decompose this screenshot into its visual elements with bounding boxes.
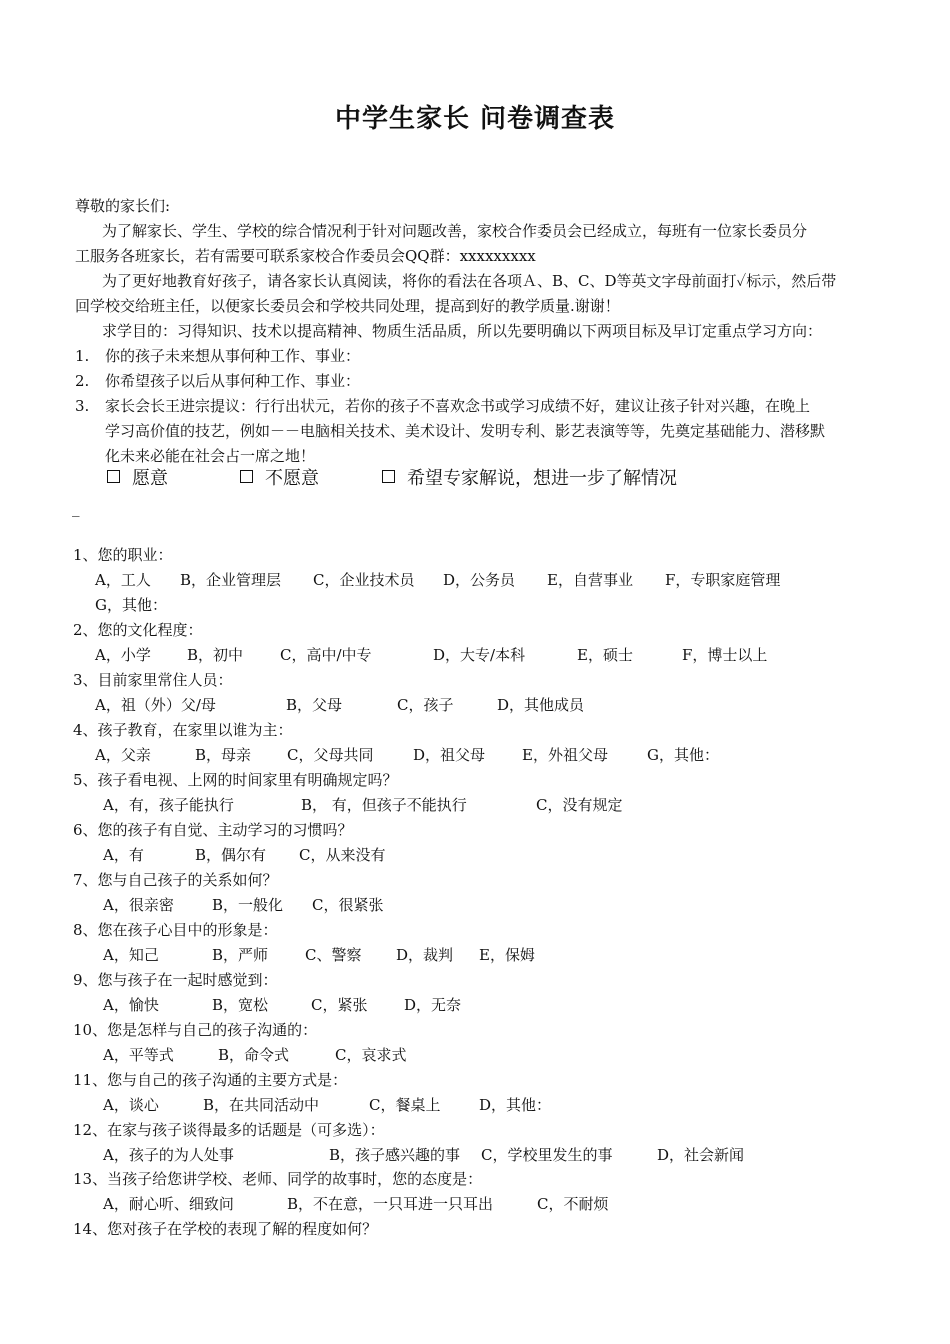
numbered-item-1 [75,347,360,365]
answer-option[interactable]: C，从来没有 [299,846,386,864]
answer-option[interactable]: C，哀求式 [335,1046,407,1064]
question-14: 14、您对孩子在学校的表现了解的程度如何？ [73,1220,378,1238]
checkbox-icon[interactable] [240,470,253,483]
question-11: 11、您与自己的孩子沟通的主要方式是： [73,1071,348,1089]
question-13: 13、当孩子给您讲学校、老师、同学的故事时，您的态度是： [73,1170,483,1188]
question-1: 1、您的职业： [73,546,173,564]
separator-mark: _ [72,499,80,517]
answer-option[interactable]: A，有 [103,846,144,864]
item-text: 家长会长王进宗提议：行行出状元，若你的孩子不喜欢念书或学习成绩不好，建议让孩子针对兴趣，在晚上 [105,397,811,415]
answer-option[interactable]: C、警察 [305,946,362,964]
intro-paragraph-2-line-1: 为了更好地教育好孩子，请各家长认真阅读，将你的看法在各项Ａ、B、C、D等英文字母前面打✓标示，然后带 [102,272,837,290]
numbered-item-2 [75,372,360,390]
answer-option[interactable]: A，祖（外）父/母 [95,696,216,714]
answer-option[interactable]: C，父母共同 [287,746,374,764]
answer-option[interactable]: C，孩子 [397,696,454,714]
greeting: 尊敬的家长们: [75,197,171,215]
answer-option[interactable]: B，不在意，一只耳进一只耳出 [287,1195,494,1213]
answer-option[interactable]: C，紧张 [311,996,368,1014]
answer-option[interactable]: D，裁判 [396,946,454,964]
item-text: 你的孩子未来想从事何种工作、事业： [105,347,361,365]
answer-option[interactable]: C，没有规定 [536,796,623,814]
question-9: 9、您与孩子在一起时感觉到： [73,971,278,989]
answer-option[interactable]: B，宽松 [212,996,269,1014]
checkbox-icon[interactable] [107,470,120,483]
item-3-continuation-1: 学习高价值的技艺，例如－－电脑相关技术、美术设计、发明专利、影艺表演等等，先奠定基础能力、潜移默 [105,422,826,440]
answer-option[interactable]: B， 有，但孩子不能执行 [301,796,467,814]
answer-option[interactable]: D，社会新闻 [657,1146,745,1164]
choice-unwilling[interactable]: 不愿意 [240,468,319,490]
answer-option[interactable]: C，很紧张 [312,896,384,914]
question-8: 8、您在孩子心目中的形象是： [73,921,278,939]
answer-option[interactable]: B，偶尔有 [195,846,267,864]
answer-option[interactable]: A，有，孩子能执行 [103,796,234,814]
page-title: 中学生家长 问卷调查表 [334,104,616,134]
answer-option[interactable]: C，不耐烦 [537,1195,609,1213]
answer-option[interactable]: F，专职家庭管理 [665,571,781,589]
intro-paragraph-2-line-2: 回学校交给班主任，以便家长委员会和学校共同处理，提高到好的教学质量.谢谢！ [75,297,620,315]
answer-option[interactable]: A，父亲 [95,746,151,764]
answer-option[interactable]: B，命令式 [218,1046,290,1064]
intro-paragraph-3: 求学目的：习得知识、技术以提高精神、物质生活品质，所以先要明确以下两项目标及早订定重点学习方向： [102,322,823,340]
answer-option[interactable]: A，小学 [95,646,151,664]
answer-option[interactable]: B，企业管理层 [180,571,282,589]
answer-option[interactable]: A，愉快 [103,996,159,1014]
answer-option[interactable]: B，母亲 [195,746,252,764]
answer-option[interactable]: B，在共同活动中 [203,1096,320,1114]
choice-expert-explanation[interactable]: 希望专家解说，想进一步了解情况 [382,468,677,490]
answer-option[interactable]: B，初中 [187,646,244,664]
item-text: 你希望孩子以后从事何种工作、事业： [105,372,361,390]
answer-option[interactable]: C，餐桌上 [369,1096,441,1114]
answer-option[interactable]: D，其他成员 [497,696,585,714]
item-number: 1. [75,347,90,365]
answer-option[interactable]: A，很亲密 [103,896,174,914]
answer-option[interactable]: A，知己 [103,946,159,964]
answer-option[interactable]: D，祖父母 [413,746,486,764]
answer-option[interactable]: E，自营事业 [547,571,633,589]
answer-option[interactable]: B，严师 [212,946,269,964]
checkbox-icon[interactable] [382,470,395,483]
answer-option[interactable]: A，平等式 [103,1046,174,1064]
answer-option[interactable]: A，工人 [95,571,151,589]
answer-option[interactable]: B，一般化 [212,896,284,914]
answer-option[interactable]: C，高中/中专 [280,646,372,664]
question-7: 7、您与自己孩子的关系如何？ [73,871,278,889]
answer-option[interactable]: F，博士以上 [682,646,768,664]
answer-option[interactable]: D，其他： [479,1096,552,1114]
intro-paragraph-1-line-2: 工服务各班家长，若有需要可联系家校合作委员会QQ群：xxxxxxxxx [75,247,536,265]
answer-option[interactable]: D，无奈 [404,996,462,1014]
answer-option[interactable]: A，孩子的为人处事 [103,1146,234,1164]
answer-option[interactable]: C，企业技术员 [313,571,415,589]
answer-option[interactable]: D，大专/本科 [433,646,526,664]
item-3-continuation-2: 化未来必能在社会占一席之地！ [105,447,316,465]
question-5: 5、孩子看电视、上网的时间家里有明确规定吗？ [73,771,398,789]
answer-option[interactable]: G，其他： [647,746,719,764]
item-number: 2. [75,372,90,390]
question-6: 6、您的孩子有自觉、主动学习的习惯吗？ [73,821,353,839]
question-3: 3、目前家里常住人员： [73,671,233,689]
answer-option[interactable]: D，公务员 [443,571,516,589]
question-2: 2、您的文化程度： [73,621,203,639]
answer-option[interactable]: C，学校里发生的事 [481,1146,613,1164]
answer-option-other[interactable]: G，其他： [95,596,167,614]
numbered-item-3 [75,397,810,415]
answer-option[interactable]: A，耐心听、细致问 [103,1195,234,1213]
intro-paragraph-1-line-1: 为了解家长、学生、学校的综合情况利于针对问题改善，家校合作委员会已经成立，每班有一位家长委员分 [102,222,808,240]
answer-option[interactable]: E，硕士 [577,646,633,664]
question-12: 12、在家与孩子谈得最多的话题是（可多选）： [73,1121,385,1139]
question-4: 4、孩子教育，在家里以谁为主： [73,721,293,739]
answer-option[interactable]: E，外祖父母 [522,746,608,764]
answer-option[interactable]: B，孩子感兴趣的事 [329,1146,461,1164]
choice-willing[interactable]: 愿意 [107,468,168,490]
answer-option[interactable]: A，谈心 [103,1096,159,1114]
item-number: 3. [75,397,90,415]
answer-option[interactable]: E，保姆 [479,946,535,964]
question-10: 10、您是怎样与自己的孩子沟通的： [73,1021,318,1039]
answer-option[interactable]: B，父母 [286,696,343,714]
